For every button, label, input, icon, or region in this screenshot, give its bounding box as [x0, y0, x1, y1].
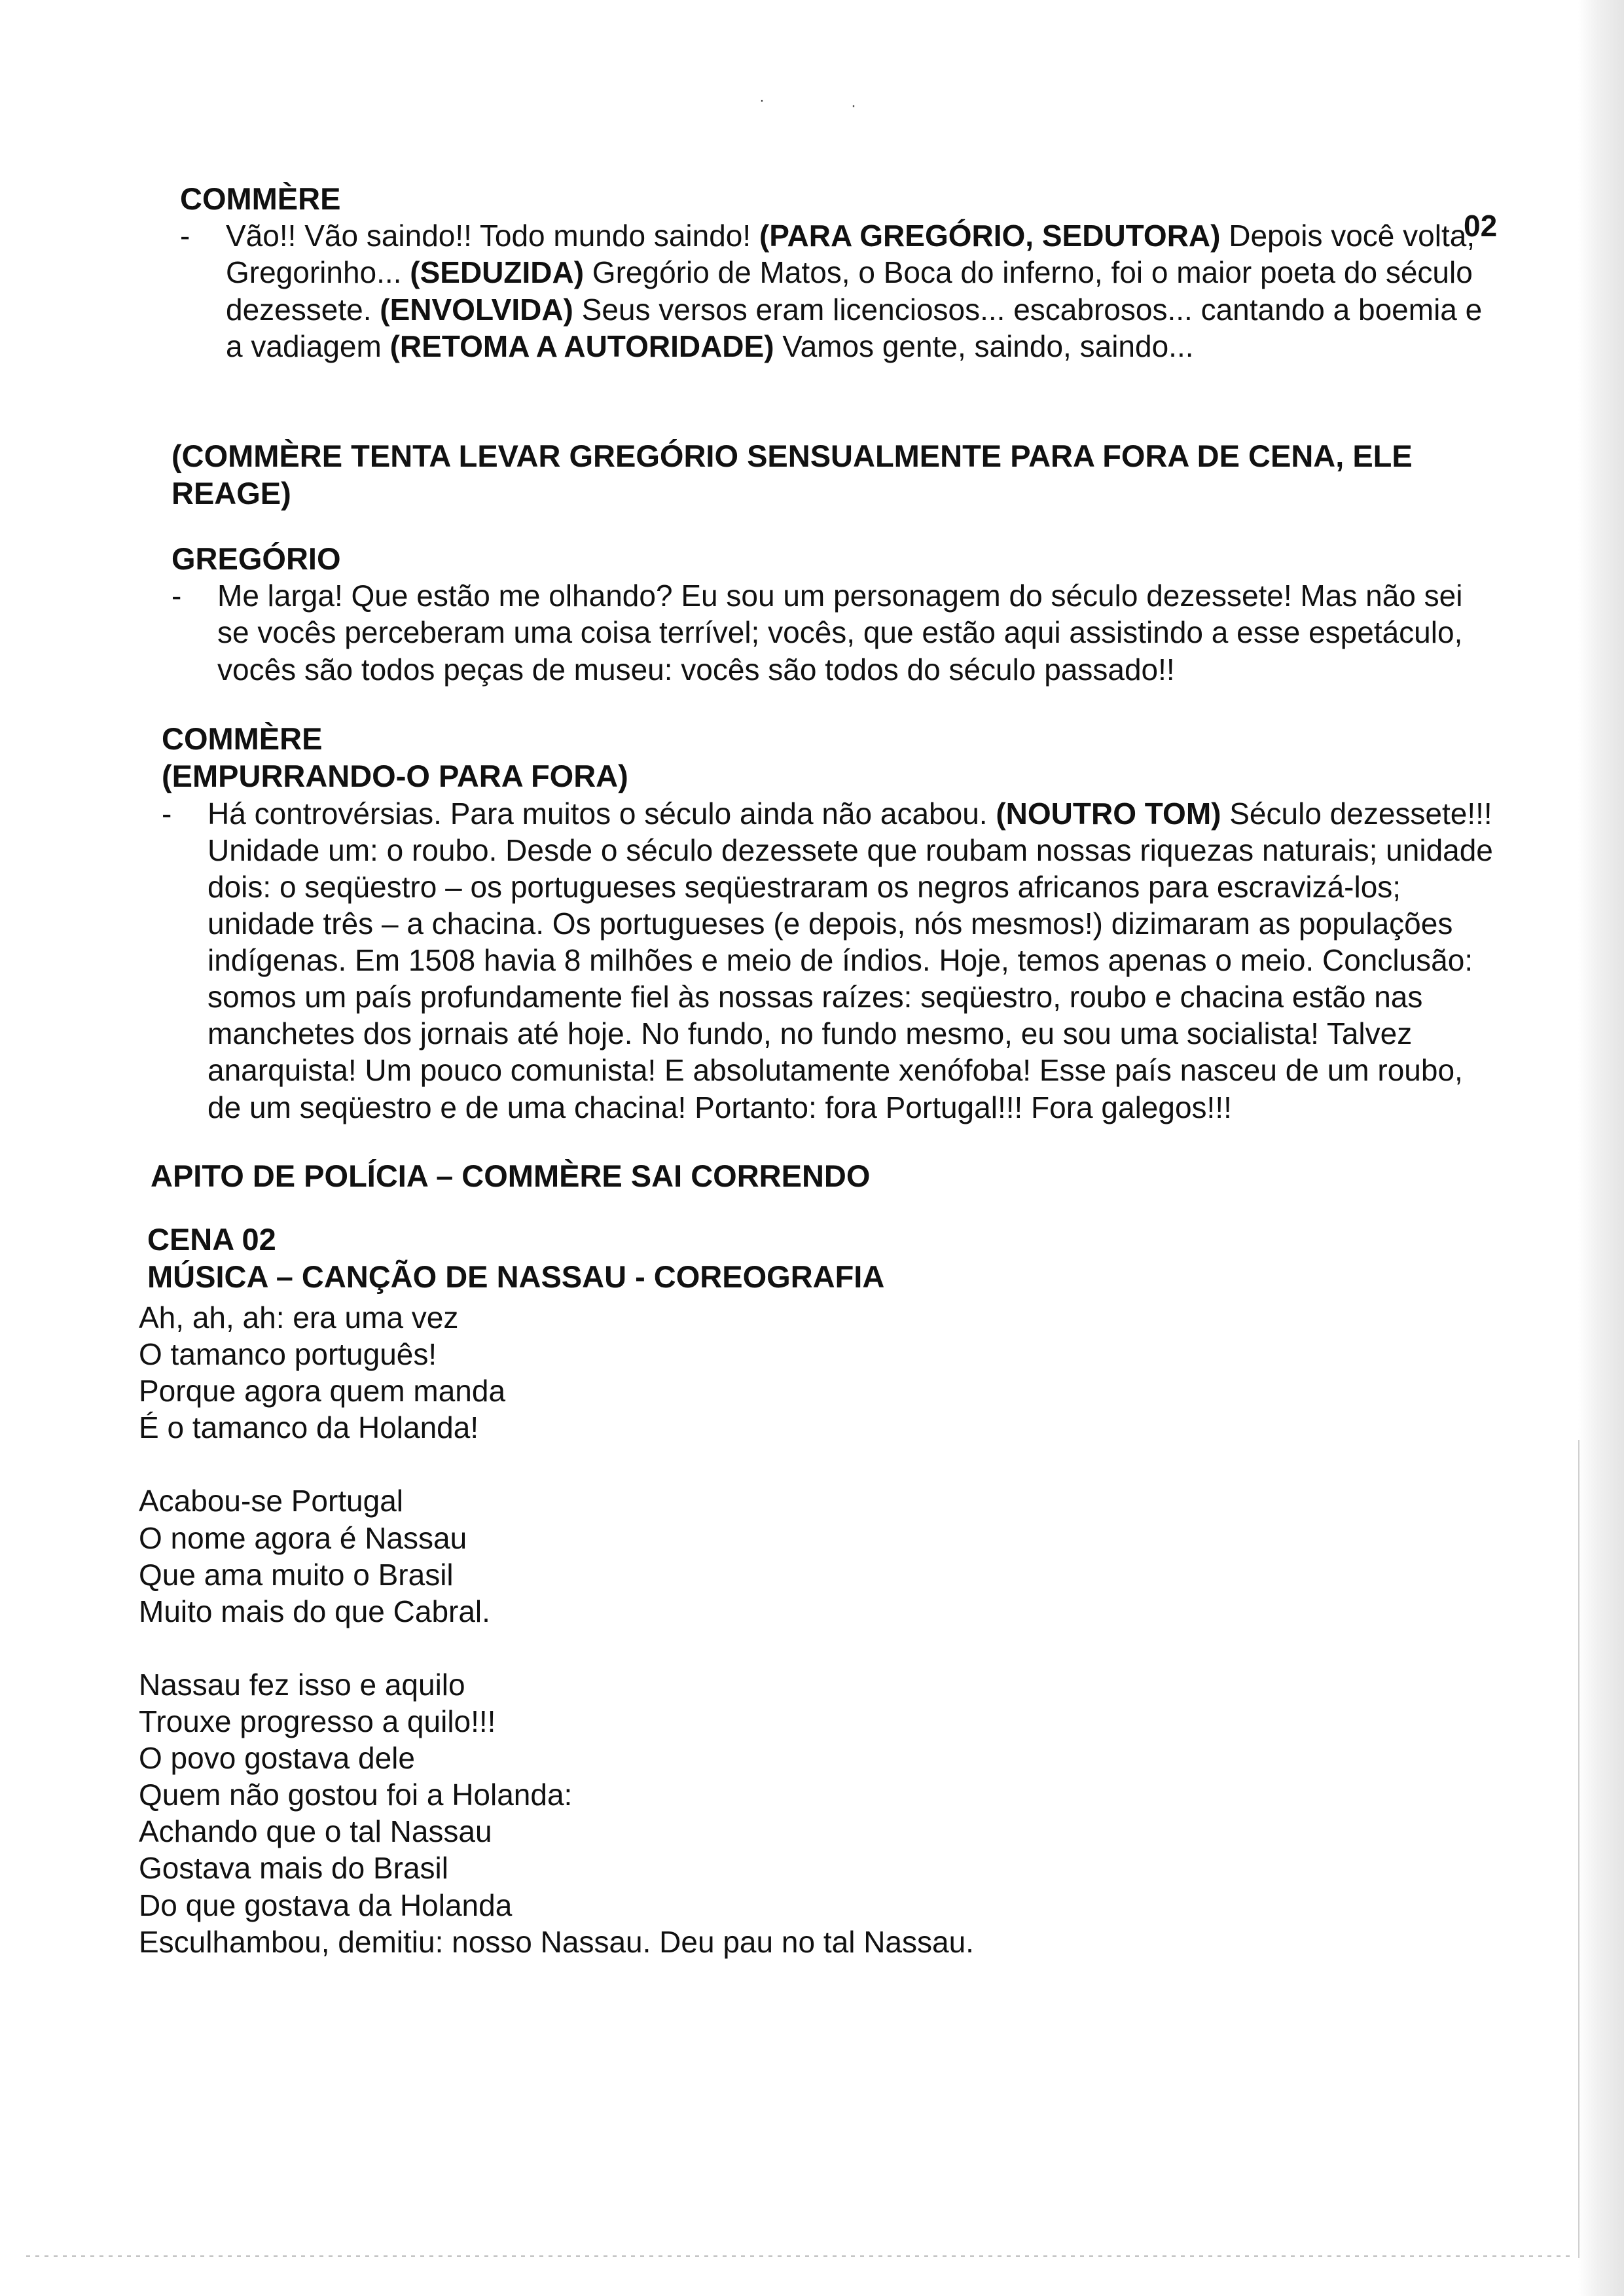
dialogue-fragment: Há controvérsias. Para muitos o século ainda não acabou.: [208, 796, 996, 831]
scan-speck: ·: [759, 92, 765, 109]
dialogue-fragment: Vamos gente, saindo, saindo...: [774, 329, 1194, 363]
dialogue-dash: -: [180, 219, 190, 253]
dialogue-fragment: Vão!! Vão saindo!! Todo mundo saindo!: [226, 219, 759, 253]
lyric-line: O povo gostava dele: [139, 1741, 415, 1776]
dialogue-block-commere-1: [180, 180, 1496, 365]
speaker-name: COMMÈRE: [180, 181, 341, 216]
lyric-line: Do que gostava da Holanda: [139, 1888, 513, 1922]
lyric-line: O tamanco português!: [139, 1337, 437, 1372]
lyric-line: Que ama muito o Brasil: [139, 1557, 454, 1592]
dialogue-dash: -: [162, 796, 172, 831]
scene-subtitle: MÚSICA – CANÇÃO DE NASSAU - COREOGRAFIA: [147, 1259, 885, 1295]
dialogue-block-commere-2: [162, 720, 1504, 1126]
scene-heading: [147, 1221, 1456, 1296]
stage-direction-inline: (ENVOLVIDA): [380, 292, 573, 327]
scan-edge-shadow: [1578, 0, 1624, 2296]
stanza: [139, 1482, 1252, 1629]
dialogue-fragment: Século dezessete!!! Unidade um: o roubo. Desde o século dezessete que roubam nossas riquezas naturais; unidade dois: o seqüestro – os portugueses seqüestraram os negros africanos para escravizá-los; unidade três – a chacina. Os portugueses (e depois, nós mesmos!) dizimaram as populações indígenas. Em 1508 havia 8 milhões e meio de índios. Hoje, temos apenas o meio. Conclusão: somos um país profundamente fiel às nossas raízes: seqüestro, roubo e chacina estão nas manchetes dos jornais até hoje. No fundo, no fundo mesmo, eu sou uma socialista! Talvez anarquista! Um pouco comunista! E absolutamente xenófoba! Esse país nasceu de um roubo, de um seqüestro e de uma chacina! Portanto: fora Portugal!!! Fora galegos!!!: [208, 796, 1493, 1124]
scene-title: CENA 02: [147, 1222, 276, 1257]
lyric-line: Acabou-se Portugal: [139, 1484, 404, 1518]
scan-bottom-dots: [26, 2255, 1571, 2257]
dialogue-dash: -: [171, 579, 182, 613]
speaker-name: COMMÈRE: [162, 721, 323, 756]
lyric-line: É o tamanco da Holanda!: [139, 1410, 479, 1445]
stage-direction-inline: (SEDUZIDA): [410, 255, 585, 290]
page-number: 02: [1464, 209, 1498, 243]
lyric-line: Trouxe progresso a quilo!!!: [139, 1704, 496, 1738]
lyric-line: O nome agora é Nassau: [139, 1520, 467, 1555]
song-lyrics: [139, 1299, 1252, 1960]
lyric-line: Muito mais do que Cabral.: [139, 1594, 490, 1628]
stage-direction: (COMMÈRE TENTA LEVAR GREGÓRIO SENSUALMENTE PARA FORA DE CENA, ELE REAGE): [171, 439, 1413, 511]
dialogue-block-gregorio: [171, 540, 1500, 688]
scan-speck: ·: [851, 97, 856, 115]
stage-direction: APITO DE POLÍCIA – COMMÈRE SAI CORRENDO: [151, 1158, 871, 1193]
dialogue-fragment: Gregório de Matos, o Boca do inferno, foi o maior poeta do século dezessete.: [226, 255, 1473, 327]
stanza: [139, 1299, 1252, 1446]
dialogue-text: [162, 795, 1504, 1126]
dialogue-text: [180, 217, 1496, 364]
lyric-line: Esculhambou, demitiu: nosso Nassau. Deu pau no tal Nassau.: [139, 1924, 974, 1959]
scan-edge-line: [1578, 1440, 1579, 2258]
lyric-line: Porque agora quem manda: [139, 1374, 506, 1408]
dialogue-text: [171, 577, 1500, 687]
stage-direction: (EMPURRANDO-O PARA FORA): [162, 759, 628, 794]
stanza: [139, 1666, 1252, 1960]
lyric-line: Nassau fez isso e aquilo: [139, 1667, 465, 1702]
dialogue-paragraph: [208, 795, 1504, 1126]
lyric-line: Quem não gostou foi a Holanda:: [139, 1778, 573, 1812]
lyric-line: Ah, ah, ah: era uma vez: [139, 1300, 459, 1335]
dialogue-fragment: Depois você volta, Gregorinho...: [226, 219, 1475, 290]
stage-direction-inline: (PARA GREGÓRIO, SEDUTORA): [759, 219, 1221, 253]
speaker-name: GREGÓRIO: [171, 541, 341, 576]
lyric-line: Gostava mais do Brasil: [139, 1851, 448, 1886]
stage-direction-inline: (NOUTRO TOM): [996, 796, 1221, 831]
lyric-line: Achando que o tal Nassau: [139, 1814, 492, 1849]
dialogue-paragraph: Me larga! Que estão me olhando? Eu sou um personagem do século dezessete! Mas não sei se vocês perceberam uma coisa terrível; vocês, que estão aqui assistindo a esse espetáculo, vocês são todos peças de museu: vocês são todos do século passado!!: [217, 579, 1463, 687]
dialogue-paragraph: [226, 217, 1496, 364]
stage-direction-inline: (RETOMA A AUTORIDADE): [389, 329, 774, 363]
dialogue-fragment: Seus versos eram licenciosos... escabrosos... cantando a boemia e a vadiagem: [226, 292, 1483, 363]
